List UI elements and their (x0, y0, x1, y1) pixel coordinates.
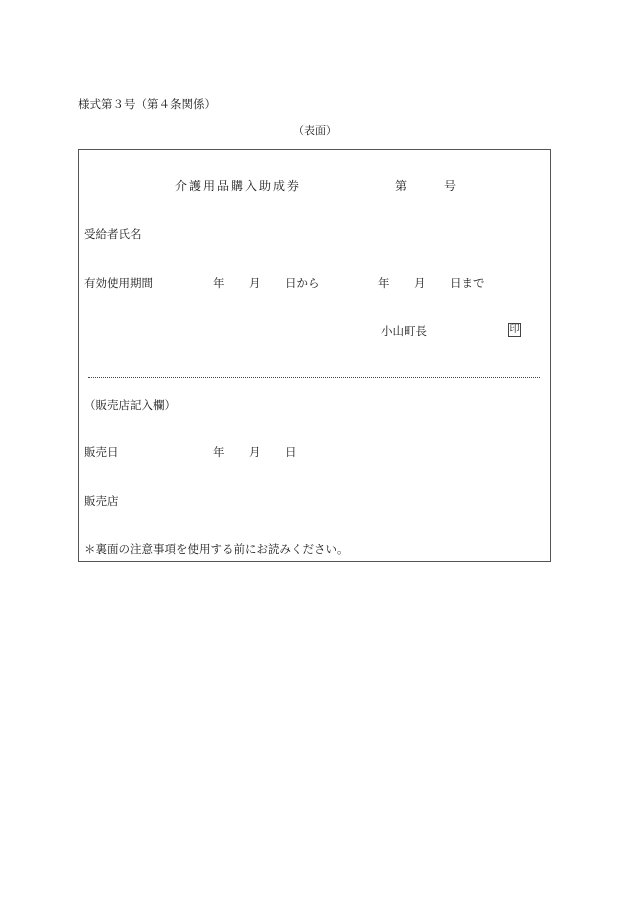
store-section-heading: （販売店記入欄） (84, 398, 176, 412)
side-label: （表面） (293, 124, 337, 137)
voucher-title: 介護用品購入助成券 (175, 179, 302, 193)
voucher-number-prefix: 第 (395, 179, 408, 193)
issuer-name: 小山町長 (381, 324, 427, 338)
validity-start-month: 月 (249, 276, 261, 290)
validity-start-year: 年 (213, 276, 225, 290)
sale-date-day: 日 (285, 445, 297, 459)
sale-date-label: 販売日 (84, 445, 119, 459)
validity-end-year: 年 (378, 276, 390, 290)
voucher-frame (78, 149, 551, 562)
validity-end-month: 月 (414, 276, 426, 290)
sale-date-year: 年 (213, 445, 225, 459)
validity-period-label: 有効使用期間 (84, 276, 153, 290)
voucher-number-suffix: 号 (444, 179, 457, 193)
seal-stamp: 印 (509, 324, 520, 335)
form-number: 様式第３号（第４条関係） (78, 97, 216, 111)
footer-note: ＊裏面の注意事項を使用する前にお読みください。 (84, 542, 349, 556)
validity-end-day: 日まで (450, 276, 485, 290)
sale-date-month: 月 (249, 445, 261, 459)
store-label: 販売店 (84, 494, 119, 508)
validity-start-day: 日から (285, 276, 320, 290)
recipient-name-label: 受給者氏名 (84, 227, 142, 241)
cut-line (88, 377, 540, 378)
